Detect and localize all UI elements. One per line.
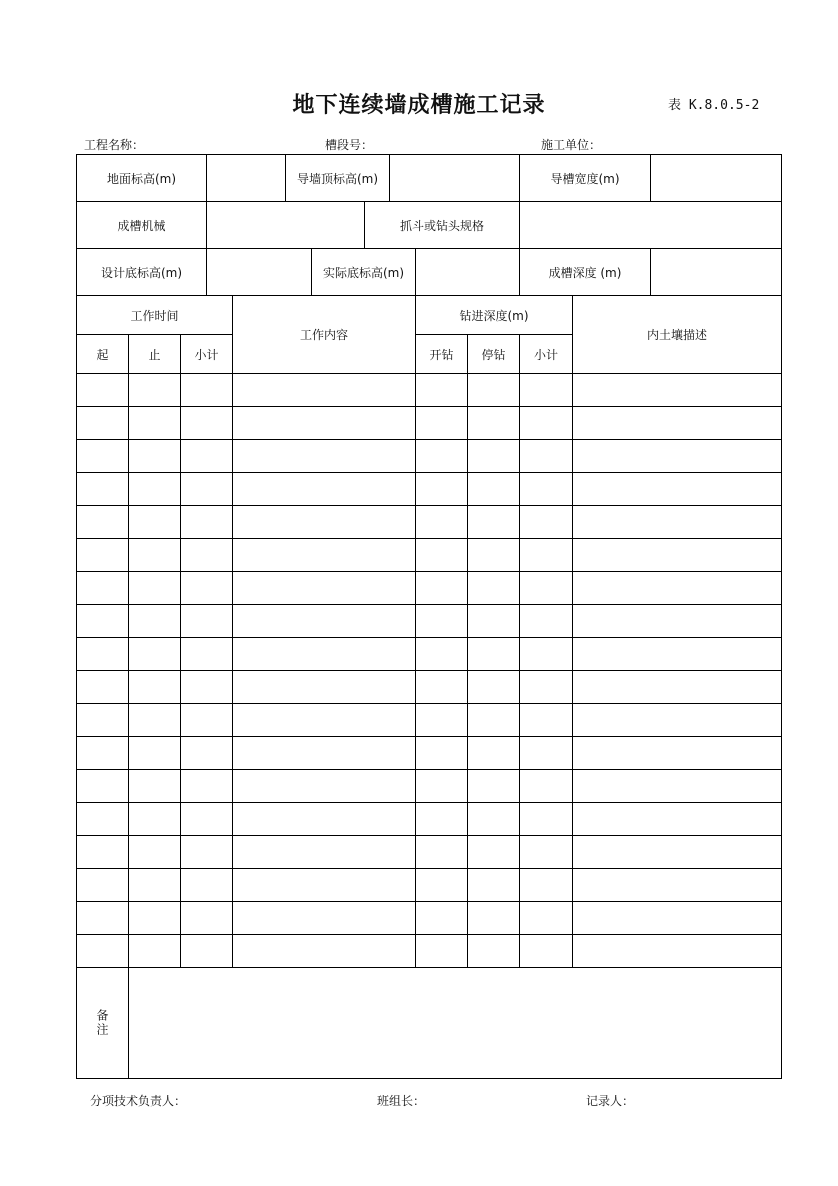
stop-cell[interactable] [128, 538, 181, 572]
soil-desc-cell[interactable] [572, 736, 782, 770]
work-content-cell[interactable] [232, 670, 416, 704]
work-content-cell[interactable] [232, 439, 416, 473]
drill-stop-cell[interactable] [467, 406, 520, 440]
work-content-cell[interactable] [232, 802, 416, 836]
trench-depth-field[interactable] [650, 248, 782, 296]
drill-subtotal-cell[interactable] [519, 934, 573, 968]
time-subtotal-header: 小计 [180, 334, 233, 374]
time-subtotal-cell[interactable] [180, 637, 233, 671]
start-cell[interactable] [76, 439, 129, 473]
soil-desc-cell[interactable] [572, 835, 782, 869]
drill-start-header: 开钻 [415, 334, 468, 374]
work-content-cell[interactable] [232, 472, 416, 506]
start-cell[interactable] [76, 802, 129, 836]
soil-desc-cell[interactable] [572, 637, 782, 671]
construction-unit-label: 施工单位： [541, 138, 602, 152]
drill-stop-cell[interactable] [467, 835, 520, 869]
drill-subtotal-cell[interactable] [519, 802, 573, 836]
drill-start-cell[interactable] [415, 604, 468, 638]
work-content-cell[interactable] [232, 868, 416, 902]
start-cell[interactable] [76, 736, 129, 770]
time-subtotal-cell[interactable] [180, 703, 233, 737]
drill-start-cell[interactable] [415, 901, 468, 935]
trench-depth-label: 成槽深度 (m) [519, 248, 651, 296]
stop-cell[interactable] [128, 571, 181, 605]
drill-stop-cell[interactable] [467, 637, 520, 671]
time-subtotal-cell[interactable] [180, 571, 233, 605]
drill-subtotal-cell[interactable] [519, 901, 573, 935]
drill-subtotal-cell[interactable] [519, 835, 573, 869]
drill-stop-header: 停钻 [467, 334, 520, 374]
drill-start-cell[interactable] [415, 934, 468, 968]
soil-desc-cell[interactable] [572, 406, 782, 440]
soil-desc-cell[interactable] [572, 505, 782, 539]
ground-elevation-field[interactable] [206, 154, 286, 202]
team-leader-label: 班组长： [377, 1094, 426, 1108]
stop-cell[interactable] [128, 637, 181, 671]
drill-start-cell[interactable] [415, 505, 468, 539]
work-content-cell[interactable] [232, 769, 416, 803]
drill-subtotal-cell[interactable] [519, 670, 573, 704]
start-cell[interactable] [76, 373, 129, 407]
drill-start-cell[interactable] [415, 571, 468, 605]
drill-start-cell[interactable] [415, 406, 468, 440]
drill-stop-cell[interactable] [467, 736, 520, 770]
remarks-label: 备注 [76, 967, 129, 1079]
segment-no-label: 槽段号： [325, 138, 374, 152]
time-subtotal-cell[interactable] [180, 505, 233, 539]
drill-subtotal-cell[interactable] [519, 769, 573, 803]
work-content-cell[interactable] [232, 571, 416, 605]
drill-stop-cell[interactable] [467, 472, 520, 506]
drill-subtotal-cell[interactable] [519, 439, 573, 473]
time-subtotal-cell[interactable] [180, 835, 233, 869]
work-content-cell[interactable] [232, 703, 416, 737]
project-name-label: 工程名称： [84, 138, 145, 152]
guide-wall-top-label: 导墙顶标高(m) [285, 154, 390, 202]
stop-cell[interactable] [128, 934, 181, 968]
drill-stop-cell[interactable] [467, 769, 520, 803]
time-subtotal-cell[interactable] [180, 736, 233, 770]
time-subtotal-cell[interactable] [180, 769, 233, 803]
time-subtotal-cell[interactable] [180, 373, 233, 407]
work-content-cell[interactable] [232, 505, 416, 539]
start-cell[interactable] [76, 637, 129, 671]
work-content-header: 工作内容 [232, 295, 416, 374]
stop-cell[interactable] [128, 439, 181, 473]
drill-stop-cell[interactable] [467, 868, 520, 902]
drill-stop-cell[interactable] [467, 604, 520, 638]
drill-start-cell[interactable] [415, 868, 468, 902]
soil-desc-cell[interactable] [572, 934, 782, 968]
design-bottom-field[interactable] [206, 248, 312, 296]
time-subtotal-cell[interactable] [180, 604, 233, 638]
guide-wall-top-field[interactable] [389, 154, 520, 202]
drill-subtotal-cell[interactable] [519, 538, 573, 572]
actual-bottom-field[interactable] [415, 248, 520, 296]
work-content-cell[interactable] [232, 373, 416, 407]
drill-subtotal-cell[interactable] [519, 637, 573, 671]
soil-desc-cell[interactable] [572, 439, 782, 473]
stop-cell[interactable] [128, 736, 181, 770]
soil-desc-cell[interactable] [572, 538, 782, 572]
work-time-header: 工作时间 [76, 295, 233, 335]
soil-desc-header: 内土壤描述 [572, 295, 782, 374]
drill-start-cell[interactable] [415, 736, 468, 770]
drill-subtotal-cell[interactable] [519, 604, 573, 638]
drill-subtotal-cell[interactable] [519, 373, 573, 407]
drill-subtotal-header: 小计 [519, 334, 573, 374]
soil-desc-cell[interactable] [572, 670, 782, 704]
trenching-machine-field[interactable] [206, 201, 365, 249]
time-subtotal-cell[interactable] [180, 472, 233, 506]
time-subtotal-cell[interactable] [180, 934, 233, 968]
drill-start-cell[interactable] [415, 769, 468, 803]
stop-cell[interactable] [128, 670, 181, 704]
drill-subtotal-cell[interactable] [519, 736, 573, 770]
soil-desc-cell[interactable] [572, 901, 782, 935]
stop-cell[interactable] [128, 406, 181, 440]
drill-start-cell[interactable] [415, 835, 468, 869]
start-header: 起 [76, 334, 129, 374]
work-content-cell[interactable] [232, 406, 416, 440]
stop-cell[interactable] [128, 802, 181, 836]
work-content-cell[interactable] [232, 901, 416, 935]
start-cell[interactable] [76, 670, 129, 704]
stop-cell[interactable] [128, 835, 181, 869]
time-subtotal-cell[interactable] [180, 538, 233, 572]
trenching-machine-label: 成槽机械 [76, 201, 207, 249]
stop-cell[interactable] [128, 505, 181, 539]
drill-start-cell[interactable] [415, 802, 468, 836]
start-cell[interactable] [76, 604, 129, 638]
drill-stop-cell[interactable] [467, 373, 520, 407]
drill-stop-cell[interactable] [467, 571, 520, 605]
work-content-cell[interactable] [232, 934, 416, 968]
work-content-cell[interactable] [232, 835, 416, 869]
remarks-field[interactable] [128, 967, 782, 1079]
stop-header: 止 [128, 334, 181, 374]
drill-start-cell[interactable] [415, 670, 468, 704]
drill-start-cell[interactable] [415, 472, 468, 506]
start-cell[interactable] [76, 703, 129, 737]
soil-desc-cell[interactable] [572, 868, 782, 902]
ground-elevation-label: 地面标高(m) [76, 154, 207, 202]
drill-stop-cell[interactable] [467, 439, 520, 473]
grab-spec-field[interactable] [519, 201, 782, 249]
drill-start-cell[interactable] [415, 703, 468, 737]
soil-desc-cell[interactable] [572, 604, 782, 638]
actual-bottom-label: 实际底标高(m) [311, 248, 416, 296]
stop-cell[interactable] [128, 703, 181, 737]
start-cell[interactable] [76, 901, 129, 935]
work-content-cell[interactable] [232, 637, 416, 671]
time-subtotal-cell[interactable] [180, 670, 233, 704]
start-cell[interactable] [76, 505, 129, 539]
work-content-cell[interactable] [232, 736, 416, 770]
design-bottom-label: 设计底标高(m) [76, 248, 207, 296]
drill-stop-cell[interactable] [467, 505, 520, 539]
start-cell[interactable] [76, 934, 129, 968]
drill-stop-cell[interactable] [467, 802, 520, 836]
work-content-cell[interactable] [232, 538, 416, 572]
start-cell[interactable] [76, 769, 129, 803]
soil-desc-cell[interactable] [572, 802, 782, 836]
start-cell[interactable] [76, 835, 129, 869]
start-cell[interactable] [76, 406, 129, 440]
guide-trench-width-label: 导槽宽度(m) [519, 154, 651, 202]
stop-cell[interactable] [128, 604, 181, 638]
stop-cell[interactable] [128, 868, 181, 902]
drill-start-cell[interactable] [415, 637, 468, 671]
soil-desc-cell[interactable] [572, 571, 782, 605]
stop-cell[interactable] [128, 769, 181, 803]
start-cell[interactable] [76, 538, 129, 572]
soil-desc-cell[interactable] [572, 373, 782, 407]
time-subtotal-cell[interactable] [180, 439, 233, 473]
page-title: 地下连续墙成槽施工记录 [292, 93, 546, 118]
drill-start-cell[interactable] [415, 538, 468, 572]
start-cell[interactable] [76, 472, 129, 506]
stop-cell[interactable] [128, 472, 181, 506]
drill-subtotal-cell[interactable] [519, 571, 573, 605]
drill-stop-cell[interactable] [467, 901, 520, 935]
stop-cell[interactable] [128, 373, 181, 407]
start-cell[interactable] [76, 868, 129, 902]
grab-spec-label: 抓斗或钻头规格 [364, 201, 520, 249]
drill-start-cell[interactable] [415, 439, 468, 473]
drill-subtotal-cell[interactable] [519, 472, 573, 506]
time-subtotal-cell[interactable] [180, 802, 233, 836]
soil-desc-cell[interactable] [572, 472, 782, 506]
drill-subtotal-cell[interactable] [519, 868, 573, 902]
work-content-cell[interactable] [232, 604, 416, 638]
drill-start-cell[interactable] [415, 373, 468, 407]
drill-stop-cell[interactable] [467, 538, 520, 572]
time-subtotal-cell[interactable] [180, 901, 233, 935]
drill-stop-cell[interactable] [467, 670, 520, 704]
drill-stop-cell[interactable] [467, 703, 520, 737]
drill-stop-cell[interactable] [467, 934, 520, 968]
drill-subtotal-cell[interactable] [519, 406, 573, 440]
stop-cell[interactable] [128, 901, 181, 935]
soil-desc-cell[interactable] [572, 769, 782, 803]
recorder-label: 记录人： [586, 1094, 635, 1108]
drill-subtotal-cell[interactable] [519, 703, 573, 737]
start-cell[interactable] [76, 571, 129, 605]
drill-subtotal-cell[interactable] [519, 505, 573, 539]
time-subtotal-cell[interactable] [180, 868, 233, 902]
soil-desc-cell[interactable] [572, 703, 782, 737]
drill-depth-header: 钻进深度(m) [415, 295, 573, 335]
time-subtotal-cell[interactable] [180, 406, 233, 440]
tech-lead-label: 分项技术负责人： [90, 1094, 187, 1108]
guide-trench-width-field[interactable] [650, 154, 782, 202]
form-code: 表 K.8.0.5-2 [668, 98, 760, 113]
